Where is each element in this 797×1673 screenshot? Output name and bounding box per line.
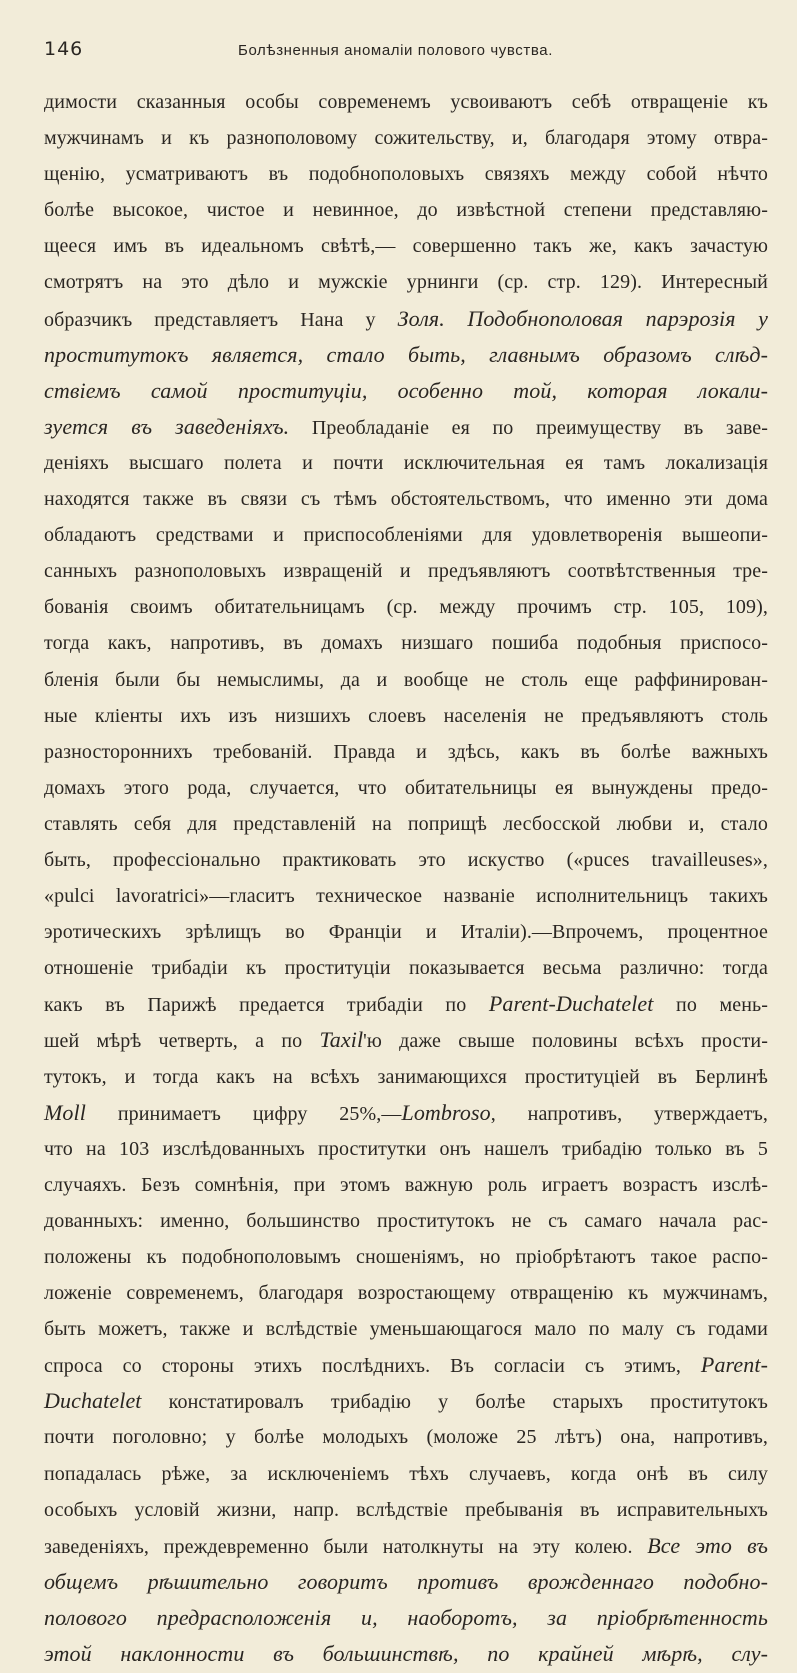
text-line: [44, 1095, 768, 1131]
text-segment: тогда какъ, напротивъ, въ домахъ низшаго пошиба подобныя приспосо-: [44, 632, 768, 655]
text-line: [44, 1347, 768, 1383]
text-line: [44, 950, 768, 986]
text-segment: особыхъ условій жизни, напр. вслѣдствіе пребыванія въ исправительныхъ: [44, 1498, 768, 1521]
text-segment: разностороннихъ требованій. Правда и здѣсь, какъ въ болѣе важныхъ: [44, 740, 768, 763]
text-segment: болѣе высокое, чистое и невинное, до извѣстной степени представляю-: [44, 199, 768, 222]
text-line: [44, 1419, 768, 1455]
text-segment: принимаетъ цифру 25%,—: [85, 1102, 402, 1125]
text-line: [44, 409, 768, 445]
emphasis-text: Taxil: [319, 1027, 364, 1053]
text-line: [44, 878, 768, 914]
emphasis-text: Moll: [44, 1099, 86, 1125]
text-line: [44, 192, 768, 228]
text-line: [44, 1275, 768, 1311]
emphasis-text: общемъ рѣшительно говоритъ противъ врожденнаго подобно-: [44, 1568, 768, 1594]
text-line: [44, 1203, 768, 1239]
text-segment: эротическихъ зрѣлищъ во Франціи и Италіи).—Впрочемъ, процентное: [44, 921, 768, 944]
text-segment: заведеніяхъ, преждевременно были натолкнуты на эту колею.: [44, 1535, 648, 1558]
text-line: [44, 1636, 768, 1672]
text-line: [44, 1167, 768, 1203]
emphasis-text: полового предрасположенія и, наоборотъ, за пріобрѣтенность: [44, 1604, 768, 1630]
text-segment: санныхъ разнополовыхъ извращеній и предъявляютъ соотвѣтственныя тре-: [44, 560, 768, 583]
emphasis-text: Parent-Duchatelet: [488, 991, 654, 1017]
text-segment: ставлять себя для представленій на поприщѣ лесбосской любви и, стало: [44, 812, 768, 835]
text-segment: мужчинамъ и къ разнополовому сожительству, и, благодаря этому отвра-: [44, 127, 768, 150]
text-segment: отношеніе трибадіи къ проституціи показывается весьма различно: тогда: [44, 957, 768, 980]
text-segment: щенію, усматриваютъ въ подобнополовыхъ связяхъ между собой нѣчто: [44, 163, 768, 186]
page-header: [44, 38, 756, 70]
text-line: [44, 553, 768, 589]
text-line: [44, 228, 768, 264]
text-line: [44, 842, 768, 878]
text-segment: обладаютъ средствами и приспособленіями для удовлетворенія вышеопи-: [44, 524, 768, 547]
running-title: Болѣзненныя аномаліи полового чувства.: [238, 42, 553, 59]
text-segment: быть, профессіонально практиковать это искуство («puces travailleuses»,: [44, 848, 768, 871]
text-line: [44, 84, 768, 120]
text-segment: щееся имъ въ идеальномъ свѣтѣ,— совершенно такъ же, какъ зачастую: [44, 235, 768, 258]
text-line: [44, 1528, 768, 1564]
text-segment: какъ въ Парижѣ предается трибадіи по: [44, 994, 489, 1017]
text-line: [44, 914, 768, 950]
text-line: [44, 1492, 768, 1528]
text-line: [44, 1022, 768, 1058]
text-line: [44, 662, 768, 698]
text-line: [44, 1059, 768, 1095]
text-segment: по мень-: [653, 994, 768, 1017]
text-line: [44, 1311, 768, 1347]
text-segment: смотрятъ на это дѣло и мужскіе урнинги (ср. стр. 129). Интересный: [44, 271, 768, 294]
text-segment: , напротивъ, утверждаетъ,: [490, 1102, 769, 1125]
text-line: [44, 264, 768, 300]
text-line: [44, 1239, 768, 1275]
text-line: [44, 806, 768, 842]
text-line: [44, 589, 768, 625]
text-line: [44, 770, 768, 806]
page-number: 146: [44, 38, 84, 60]
text-segment: димости сказанныя особы современемъ усвоиваютъ себѣ отвращеніе къ: [44, 91, 768, 113]
text-segment: спроса со стороны этихъ послѣднихъ. Въ согласіи съ этимъ,: [44, 1355, 701, 1378]
text-segment: положены къ подобнополовымъ сношеніямъ, но пріобрѣтаютъ такое распо-: [44, 1246, 768, 1268]
text-segment: находятся также въ связи съ тѣмъ обстоятельствомъ, что именно эти дома: [44, 488, 768, 511]
text-segment: деніяхъ высшаго полета и почти исключительная ея тамъ локализація: [44, 451, 768, 474]
text-segment: Преобладаніе ея по преимуществу въ заве-: [289, 416, 768, 439]
text-line: [44, 625, 768, 661]
text-segment: случаяхъ. Безъ сомнѣнія, при этомъ важную роль играетъ возрастъ изслѣ-: [44, 1173, 768, 1196]
text-segment: тутокъ, и тогда какъ на всѣхъ занимающихся проституціей въ Берлинѣ: [44, 1065, 768, 1088]
text-line: [44, 1600, 768, 1636]
text-line: [44, 373, 768, 409]
text-segment: домахъ этого рода, случается, что обитательницы ея вынуждены предо-: [44, 776, 768, 799]
text-line: [44, 517, 768, 553]
text-segment: быть можетъ, также и вслѣдствіе уменьшающагося мало по малу съ годами: [44, 1318, 768, 1341]
text-segment: дованныхъ: именно, большинство проститутокъ не съ самаго начала рас-: [44, 1209, 768, 1232]
text-line: [44, 481, 768, 517]
text-line: [44, 1383, 768, 1419]
body-text: [44, 84, 768, 1672]
text-segment: образчикъ представляетъ Нана у: [44, 308, 398, 331]
text-segment: попадалась рѣже, за исключеніемъ тѣхъ случаевъ, когда онѣ въ силу: [44, 1462, 768, 1485]
text-line: [44, 734, 768, 770]
text-segment: что на 103 изслѣдованныхъ проститутки онъ нашелъ трибадію только въ 5: [44, 1137, 768, 1160]
emphasis-text: проститутокъ является, стало быть, главнымъ образомъ слѣд-: [44, 341, 768, 367]
text-line: [44, 1564, 768, 1600]
emphasis-text: Lombroso: [401, 1099, 491, 1125]
text-line: [44, 120, 768, 156]
text-segment: бованія своимъ обитательницамъ (ср. между прочимъ стр. 105, 109),: [44, 596, 768, 619]
text-segment: ложеніе современемъ, благодаря возростающему отвращенію къ мужчинамъ,: [44, 1282, 768, 1305]
text-segment: шей мѣрѣ четверть, а по: [44, 1030, 320, 1053]
text-segment: констатировалъ трибадію у болѣе старыхъ проститутокъ: [141, 1391, 768, 1414]
text-line: [44, 986, 768, 1022]
text-line: [44, 301, 768, 337]
text-segment: почти поголовно; у болѣе молодыхъ (моложе 25 лѣтъ) она, напротивъ,: [44, 1426, 768, 1449]
text-segment: ные кліенты ихъ изъ низшихъ слоевъ населенія не предъявляютъ столь: [44, 704, 768, 727]
emphasis-text: Parent-: [700, 1352, 768, 1378]
emphasis-text: ствіемъ самой проституціи, особенно той, которая локали-: [44, 377, 768, 403]
emphasis-text: зуется въ заведеніяхъ.: [44, 413, 290, 439]
text-line: [44, 1131, 768, 1167]
text-line: [44, 1456, 768, 1492]
emphasis-text: Duchatelet: [44, 1388, 142, 1414]
text-segment: 'ю даже свыше половины всѣхъ прости-: [363, 1030, 769, 1053]
text-line: [44, 156, 768, 192]
text-segment: бленія были бы немыслимы, да и вообще не столь еще раффинирован-: [44, 668, 768, 691]
emphasis-text: Золя. Подобнополовая парэрозія у: [397, 305, 768, 331]
emphasis-text: этой наклонности въ большинствѣ, по крайней мѣрѣ, слу-: [44, 1641, 768, 1667]
emphasis-text: Все это въ: [647, 1532, 768, 1558]
text-line: [44, 698, 768, 734]
text-segment: «pulci lavoratrici»—гласитъ техническое названіе исполнительницъ такихъ: [44, 885, 768, 908]
text-line: [44, 445, 768, 481]
text-line: [44, 337, 768, 373]
